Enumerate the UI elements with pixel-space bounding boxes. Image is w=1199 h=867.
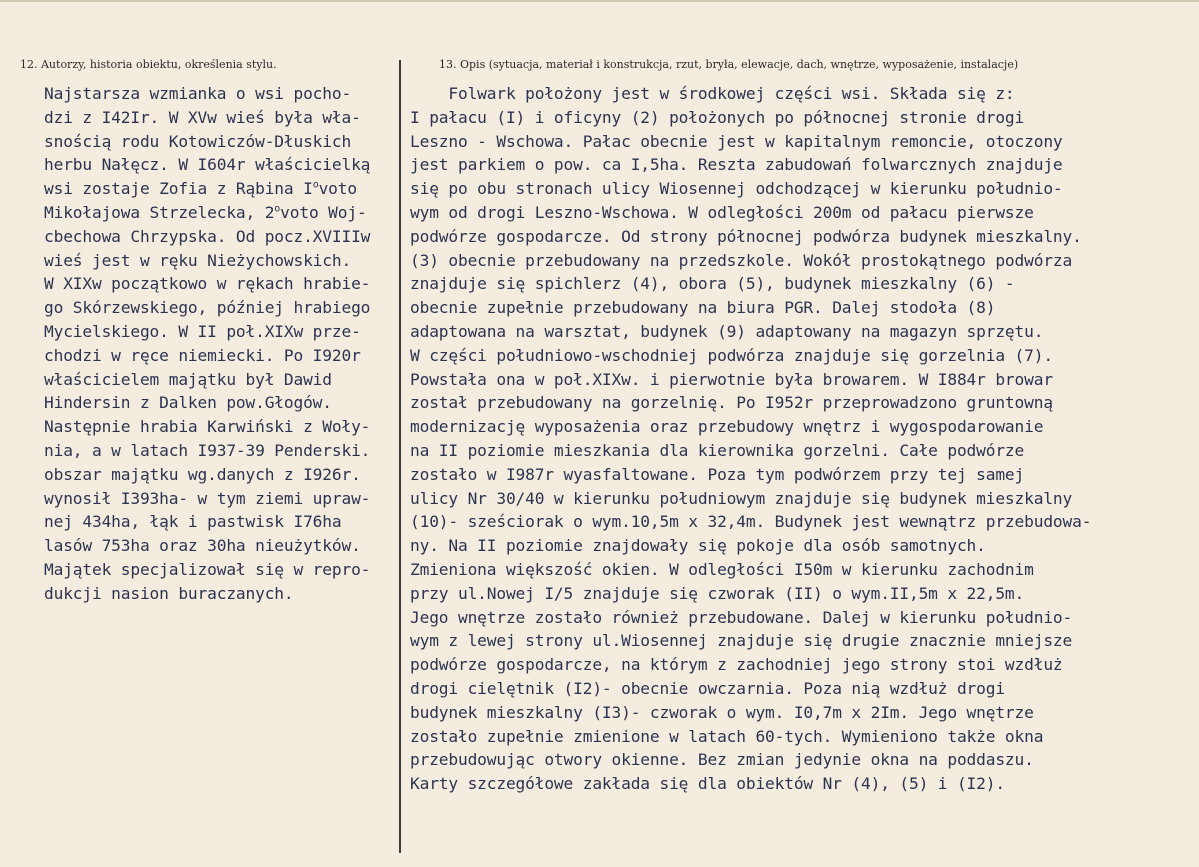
text-line: jest parkiem o pow. ca I,5ha. Reszta zabudowań folwarcznych znajduje [410,155,1063,175]
text-line: Zmieniona większość okien. W odległości I50m w kierunku zachodnim [410,559,1034,579]
text-line: obszar majątku wg.danych z I926r. [44,464,361,484]
section-13-header: 13. Opis (sytuacja, materiał i konstrukcja, rzut, bryła, elewacje, dach, wnętrze, wyposażenie, instalacje) [439,58,1019,71]
text-line: został przebudowany na gorzelnię. Po I952r przeprowadzono gruntowną [410,393,1053,413]
text-line: podwórze gospodarcze, na którym z zachodniej jego strony stoi wzdłuż [410,655,1063,675]
text-line: na II poziomie mieszkania dla kierownika gorzelni. Całe podwórze [410,440,1025,460]
top-edge [0,0,1199,2]
text-line: zostało w I987r wyasfaltowane. Poza tym podwórzem przy tej samej [410,464,1025,484]
text-line: W XIXw początkowo w rękach hrabie- [44,274,371,294]
section-12-header: 12. Autorzy, historia obiektu, określenia stylu. [20,58,277,71]
text-line: budynek mieszkalny (I3)- czworak o wym. I0,7m x 2Im. Jego wnętrze [410,702,1034,722]
text-line: zostało zupełnie zmienione w latach 60-tych. Wymieniono także okna [410,726,1044,746]
text-line: Najstarsza wzmianka o wsi pocho- [44,84,352,103]
text-line: wym z lewej strony ul.Wiosennej znajduje się drugie znacznie mniejsze [410,631,1073,651]
text-line: (3) obecnie przebudowany na przedszkole. Wokół prostokątnego podwórza [410,250,1073,270]
text-line: dzi z I42Ir. W XVw wieś była wła- [44,107,361,127]
text-line: Jego wnętrze zostało również przebudowane. Dalej w kierunku południo- [410,607,1073,627]
text-line: wym od drogi Leszno-Wschowa. W odległości 200m od pałacu pierwsze [410,202,1034,222]
text-line: drogi cielętnik (I2)- obecnie owczarnia. Poza nią wzdłuż drogi [410,678,1005,698]
text-line: Mikołajowa Strzelecka, 2$^o$voto Woj- [44,202,367,222]
text-line: Następnie hrabia Karwiński z Woły- [44,417,371,437]
text-line: adaptowana na warsztat, budynek (9) adaptowany na magazyn sprzętu. [410,321,1044,341]
text-line: przebudowując otwory okienne. Bez zmian jedynie okna na poddaszu. [410,750,1034,770]
text-line: się po obu stronach ulicy Wiosennej odchodzącej w kierunku południo- [410,179,1063,199]
text-line: ulicy Nr 30/40 w kierunku południowym znajduje się budynek mieszkalny [410,488,1073,508]
text-line: I pałacu (I) i oficyny (2) położonych po północnej stronie drogi [410,107,1025,127]
text-line: Mycielskiego. W II poł.XIXw prze- [44,321,361,341]
text-line: chodzi w ręce niemiecki. Po I920r [44,345,361,365]
text-line: obecnie zupełnie przebudowany na biura PGR. Dalej stodoła (8) [410,298,996,318]
text-line: Majątek specjalizował się w repro- [44,559,371,579]
text-line: Karty szczegółowe zakłada się dla obiektów Nr (4), (5) i (I2). [410,774,1005,794]
text-line: modernizację wyposażenia oraz przebudowy wnętrz i wygospodarowanie [410,417,1044,437]
text-line: wieś jest w ręku Nieżychowskich. [44,250,352,270]
text-line: (10)- sześciorak o wym.10,5m x 32,4m. Budynek jest wewnątrz przebudowa- [410,512,1092,532]
text-line: W części południowo-wschodniej podwórza znajduje się gorzelnia (7). [410,345,1053,365]
text-line: właścicielem majątku był Dawid [44,369,332,389]
text-line: nia, a w latach I937-39 Penderski. [44,440,371,460]
text-line: znajduje się spichlerz (4), obora (5), budynek mieszkalny (6) - [410,274,1015,294]
text-line: herbu Nałęcz. W I604r właścicielką [44,155,371,175]
text-line: wynosił I393ha- w tym ziemi upraw- [44,488,371,508]
history-text [44,82,396,606]
text-line: dukcji nasion buraczanych. [44,583,294,603]
description-text [410,82,1195,796]
text-line: wsi zostaje Zofia z Rąbina $I^ovoto$ [44,179,357,199]
text-line: Leszno - Wschowa. Pałac obecnie jest w kapitalnym remoncie, otoczony [410,131,1063,151]
text-line: ny. Na II poziomie znajdowały się pokoje dla osób samotnych. [410,536,986,556]
text-line: lasów 753ha oraz 30ha nieużytków. [44,536,361,556]
text-line: Powstała ona w poł.XIXw. i pierwotnie była browarem. W I884r browar [410,369,1053,389]
text-line: nej 434ha, łąk i pastwisk I76ha [44,512,342,532]
text-line: Folwark położony jest w środkowej części wsi. Składa się z: [410,84,1015,103]
text-line: snością rodu Kotowiczów-Dłuskich [44,131,352,151]
text-line: Hindersin z Dalken pow.Głogów. [44,393,332,413]
column-divider [399,60,401,853]
text-line: cbechowa Chrzypska. Od pocz.XVIIIw [44,226,371,246]
text-line: go Skórzewskiego, później hrabiego [44,298,371,318]
text-line: podwórze gospodarcze. Od strony północnej podwórza budynek mieszkalny. [410,226,1082,246]
text-line: przy ul.Nowej I/5 znajduje się czworak (II) o wym.II,5m x 22,5m. [410,583,1025,603]
